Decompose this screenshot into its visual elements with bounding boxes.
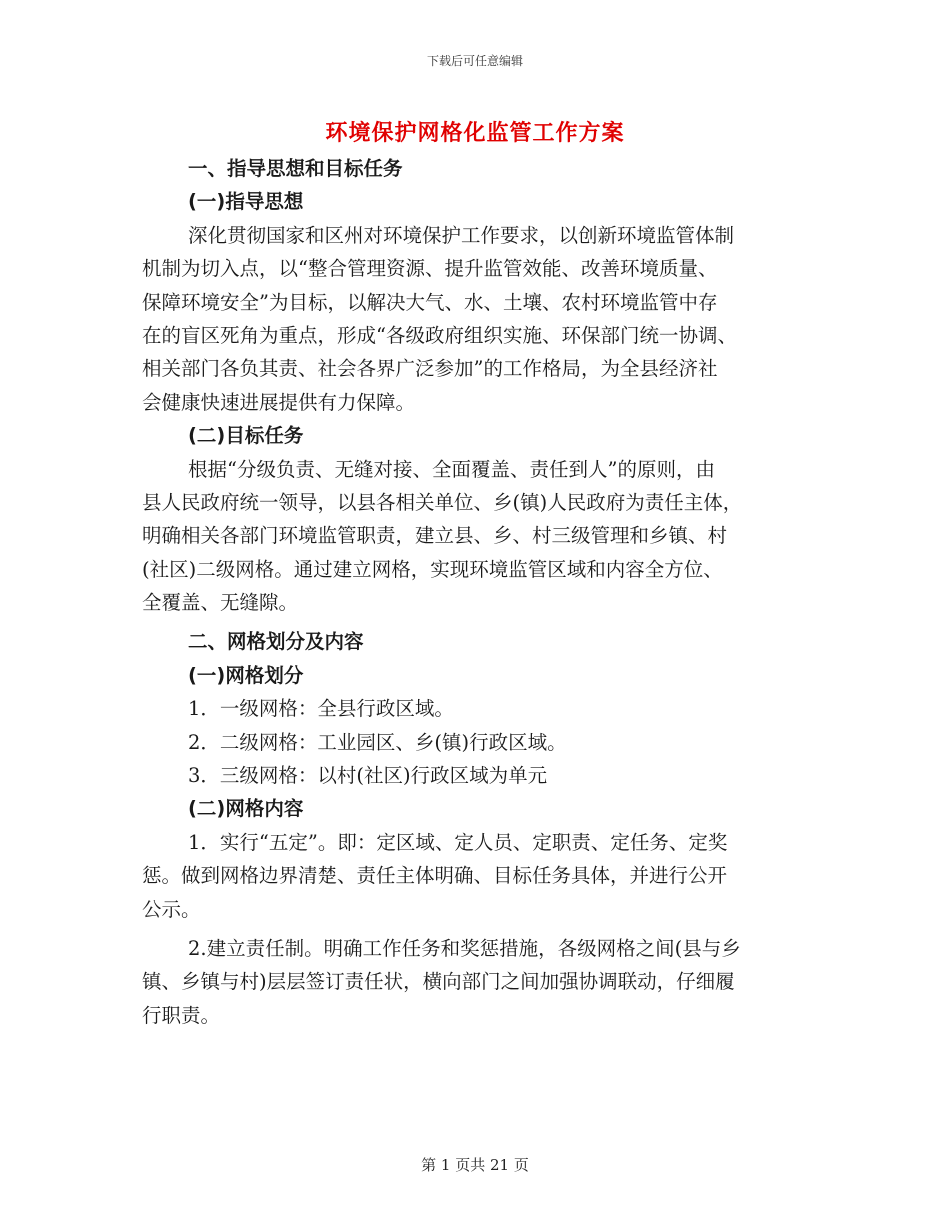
paragraph-line: 镇、乡镇与村)层层签订责任状，横向部门之间加强协调联动，仔细履 xyxy=(142,970,735,994)
paragraph-line: 在的盲区死角为重点，形成“各级政府组织实施、环保部门统一协调、 xyxy=(142,323,737,347)
paragraph-line: 明确相关各部门环境监管职责，建立县、乡、村三级管理和乡镇、村 xyxy=(142,524,728,548)
subsection-heading: (一)指导思想 xyxy=(188,190,304,214)
paragraph-line: 机制为切入点，以“整合管理资源、提升监管效能、改善环境质量、 xyxy=(142,257,718,281)
paragraph-line: 公示。 xyxy=(142,897,201,921)
paragraph-line: 深化贯彻国家和区州对环境保护工作要求，以创新环境监管体制 xyxy=(188,223,735,247)
subsection-heading: (一)网格划分 xyxy=(188,663,304,687)
paragraph-line: 保障环境安全”为目标，以解决大气、水、土壤、农村环境监管中存 xyxy=(142,290,718,314)
section-heading: 一、指导思想和目标任务 xyxy=(188,157,403,180)
paragraph-line: 县人民政府统一领导，以县各相关单位、乡(镇)人民政府为责任主体， xyxy=(142,490,743,514)
paragraph-line: 行职责。 xyxy=(142,1003,221,1027)
section-heading: 二、网格划分及内容 xyxy=(188,630,364,654)
paragraph-line: 1．实行“五定”。即：定区域、定人员、定职责、定任务、定奖 xyxy=(188,830,728,854)
paragraph-line: 根据“分级负责、无缝对接、全面覆盖、责任到人”的原则，由 xyxy=(188,457,715,481)
subsection-heading: (二)目标任务 xyxy=(188,424,304,448)
subsection-heading: (二)网格内容 xyxy=(188,797,304,821)
list-item: 1．一级网格：全县行政区域。 xyxy=(188,697,454,721)
list-item: 3．三级网格：以村(社区)行政区域为单元 xyxy=(188,764,548,788)
paragraph-line: 惩。做到网格边界清楚、责任主体明确、目标任务具体，并进行公开 xyxy=(142,864,728,888)
list-item: 2．二级网格：工业园区、乡(镇)行政区域。 xyxy=(188,730,567,754)
paragraph-line: (社区)二级网格。通过建立网格，实现环境监管区域和内容全方位、 xyxy=(142,557,723,581)
paragraph-line: 全覆盖、无缝隙。 xyxy=(142,591,299,615)
document-body xyxy=(142,152,802,1032)
page-number: 第 1 页共 21 页 xyxy=(421,1156,529,1174)
paragraph-line: 相关部门各负其责、社会各界广泛参加”的工作格局，为全县经济社 xyxy=(142,357,718,381)
document-title: 环境保护网格化监管工作方案 xyxy=(325,121,625,146)
paragraph-line: 会健康快速进展提供有力保障。 xyxy=(142,390,416,414)
page-header-note: 下载后可任意编辑 xyxy=(426,54,523,68)
paragraph-line: 2.建立责任制。明确工作任务和奖惩措施，各级网格之间(县与乡 xyxy=(188,936,741,960)
